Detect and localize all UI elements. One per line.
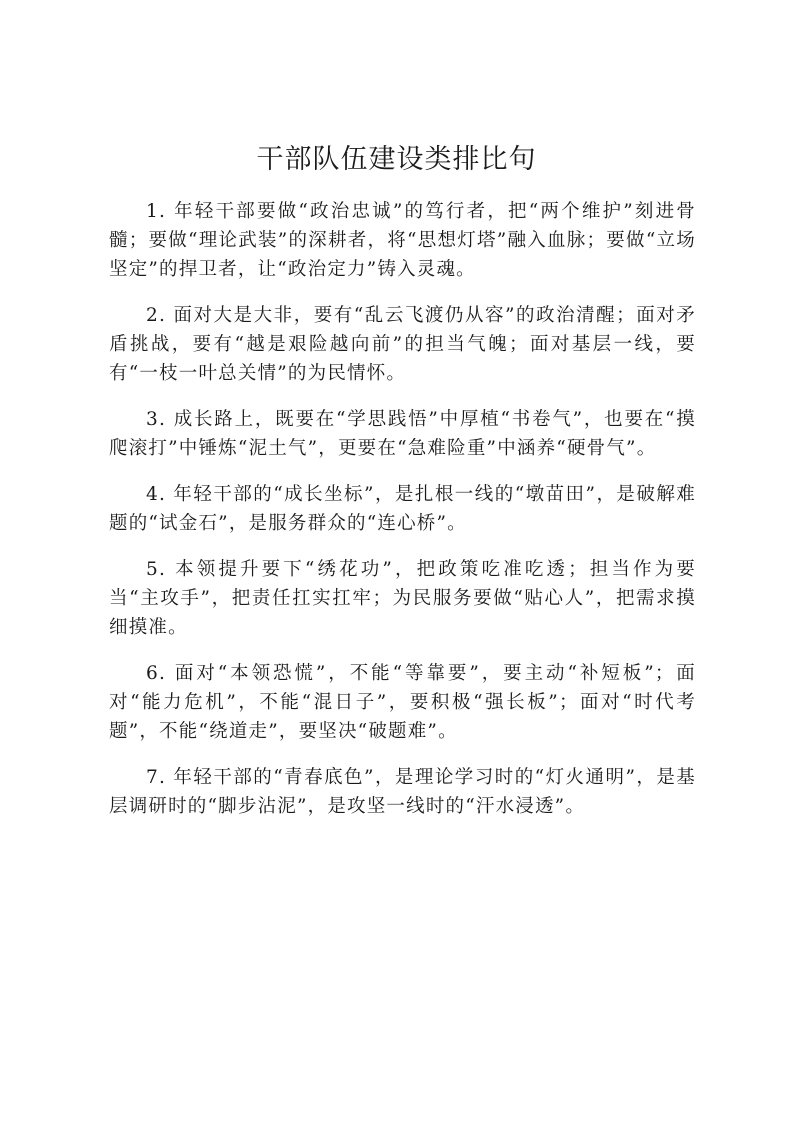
paragraph-5 [109,555,696,642]
paragraph-number: 2. [146,305,167,326]
paragraph-number: 7. [146,767,167,788]
paragraph-text: 成长路上，既要在“学思践悟”中厚植“书卷气”，也要在“摸爬滚打”中锤炼“泥土气”，更要在“急难险重”中涵养“硬骨气”。 [109,409,696,459]
paragraph-text: 年轻干部要做“政治忠诚”的笃行者，把“两个维护”刻进骨髓；要做“理论武装”的深耕者，将“思想灯塔”融入血脉；要做“立场坚定”的捍卫者，让“政治定力”铸入灵魂。 [109,201,696,280]
paragraph-number: 5. [146,559,167,580]
paragraph-7 [109,763,696,821]
paragraph-2 [109,301,696,388]
paragraph-1 [109,197,696,284]
paragraph-text: 年轻干部的“青春底色”，是理论学习时的“灯火通明”，是基层调研时的“脚步沾泥”，是攻坚一线时的“汗水浸透”。 [109,767,696,817]
paragraph-text: 面对大是大非，要有“乱云飞渡仍从容”的政治清醒；面对矛盾挑战，要有“越是艰险越向前”的担当气魄；面对基层一线，要有“一枝一叶总关情”的为民情怀。 [109,305,696,384]
paragraph-4 [109,480,696,538]
paragraph-6 [109,659,696,746]
document-body [109,197,696,838]
paragraph-number: 4. [146,484,167,505]
paragraph-number: 1. [146,201,167,222]
paragraph-number: 6. [146,663,167,684]
paragraph-text: 面对“本领恐慌”，不能“等靠要”，要主动“补短板”；面对“能力危机”，不能“混日子”，要积极“强长板”；面对“时代考题”，不能“绕道走”，要坚决“破题难”。 [109,663,696,742]
paragraph-text: 年轻干部的“成长坐标”，是扎根一线的“墩苗田”，是破解难题的“试金石”，是服务群众的“连心桥”。 [109,484,696,534]
paragraph-text: 本领提升要下“绣花功”，把政策吃准吃透；担当作为要当“主攻手”，把责任扛实扛牢；为民服务要做“贴心人”，把需求摸细摸准。 [109,559,696,638]
paragraph-3 [109,405,696,463]
paragraph-number: 3. [146,409,167,430]
document-title: 干部队伍建设类排比句 [256,144,537,175]
